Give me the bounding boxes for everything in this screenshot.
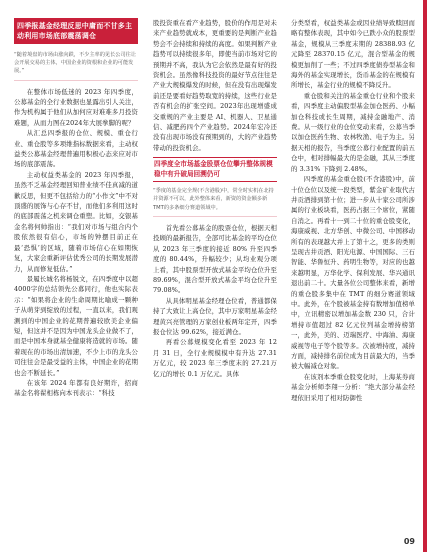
paragraph: 首先看公募基金的股票仓位，根据天相投顾的最新报告，全部可比基金的平均仓位从 2023 年三季度的接近 80% 升至四季度的 80.44%，升幅较少；从均业观分项上看，其中股票型开放式基金平均仓位升至 89.69%，混合型开放式基金平均仓位升至 79.08%。 <box>153 223 277 295</box>
pull-quote-1: “随着境盘的市场由涨向跌，不少主率的见长公司往让会开展交易的主体，中国企业的资根和企业的可能发展。” <box>14 49 138 81</box>
paragraph: 再看公募规模变化看至 2023 年 12 月 31 日，全行业规模模中有升达 27.31 万亿元，较 2023 年三季度末的 27.21万亿元的增长 0.1 万亿元。具体 <box>153 338 277 378</box>
paragraph: 重仓股和关注的基金重仓行业和个股来看，四季度主动偏股型基金加仓医药、小幅加仓科技或长生周期，减持金融地产、消费。从一级行业的仓位变动来看，公募当季以加仓医药生物、农林牧渔、电子为主。另据天相的报告，当季度公募行业配置的前五仓中，相对排幅最大的是金融，其从三季度的 3.31% 下降到 2.48%。 <box>291 91 415 173</box>
paragraph: 从具体明星基金经理仓位看，普通都保持了大致让上高仓位，其中万家明星基金经理黄兴亮管理的万家创业板两年定开，四季报仓位达 99.62%，接近满仓。 <box>153 296 277 336</box>
column-3 <box>291 18 415 403</box>
paragraph: 分类型看，权益类基金或因业绩导致赎回而略有整体表现，其中如今已跌小众的股票型基金，规模从三季度末期的 28388.93 亿元降至 28370.15 亿元，混合型基金的规模更加削了一些；不过四季度债券型基金和海外的基金实现增长，货币基金的在规模有所增长，基金行业的规模不降反升。 <box>291 19 415 90</box>
paragraph: 在该年 2024 年都有良好期许，招商基金名将翟相栋向本刊表示：“科技 <box>14 378 138 398</box>
column-2 <box>153 18 277 379</box>
paragraph: 主动权益类基金的 2023 年四季报，虽然不乏基金经理回知普业绩不佳真减的道歉反思，但更不包括给力的“小作文”中不对顶盛的展饰与心存不甘，而他们多利用这时的底部震荡之机来调仓重塑。比如，交银基金名将何帅指出：“我们对市场与组合内个股依然很有信心，市场的钟摆目前正在最‘恐惧’的区域，随着市场信心在如期恢复，大家会重新评估优秀公司的长期发展潜力，从而修复低估。” <box>14 170 138 273</box>
paragraph: 在整体市场低迷的 2023 年四季度，公募基金的全行业数据也显露出引人关注，作为机构属于他们从加何应对难难多月投资难题，从而力图在2024年大展拳脚的呢？ <box>14 87 138 127</box>
section-heading-1: 四季报基金经理反思中庸而不甘多主动利用市场底部震荡调仓 <box>14 18 138 44</box>
paragraph: 景履长城名将杨锐文，在四季度中以超4000字的总结领先公募同行，他也实际表示：“如果将企业的生命周期比喻成一颗种子从萌芽到绽放的过程，一直以来，我们观测到的中国企业的花期普遍较欧美企业偏短，但这并不是因为中国龙头企业做不了，而是中国本身就基全健康将造就的市场。随着现在的市场出清加速，不少上市的龙头公司往往会是最受益的主体，中国企业的花期也会不断延长。” <box>14 274 138 377</box>
edge-accent-bar <box>423 0 427 552</box>
paragraph: 四季度的基金重仓股(不含港股)中，前十位仓位以及统一段类型，紫金矿业取代古井贡酒排到第十位；进一步从十家公司所涉属的行业板块看，医药占据三个席位，紧随自消之。再看十一到二十位的重仓股变化，海康威视、北方华创、中微公司、中国移动所有的表现越大并上了第十之，更多的类则呈现古井贡酒、阳光电源、中国国际、三石智能、华鲁恒升、药明生物等，对应的也越来越明显，万华化学、保利发展、华兴通讯退出前二十。大量各位公司整体来看，新增的重仓股多集中在 TMT 的细分赛道领域中。此外，在个股被基金持有数增加值榜单中，立讯精密以增加基金数 230 只，合计增持市值超过 82 亿元位列基金增持榜第一，此外，美的、迈瑞医疗、中海油、海康威视等电子等个股等多。次被增持度，减持方面，减持排名前位成为目前最大的，当季被大幅减仓对象。 <box>291 175 415 371</box>
pull-quote-2: “季度的基金完全规(不含港股)中，常全时实机在北持并资源不可以，此外整体来看，新资的资金额多新TMT的多条细分赛道领域中。 <box>153 185 277 217</box>
paragraph: 从汇总四季报的仓位、规模、重仓行业、重仓股等多项维指标数据来看，主动权益类公募基金经理普遍用积极心态来应对市场的底部震荡。 <box>14 129 138 169</box>
paragraph: 股投资重在看产业趋势，股价的作用是对未来产业趋势就成本，更重要的是判断产业趋势会不会持续和持续的高度。如果判断产业趋势可以持续很多年，即使当前市场对它的预期并不高，我认为它会依然是最有好的投资机会。虽然像科技投资的最好节点往往是产业大规模爆发的时候，但在没有出现爆发前还是要看好趋势取宽的持续，这些行业是否有机会的扩张空间。2023年出现增盛成交重规的产业主要是 AI、机器人、卫星通信、减肥药四个产业趋势。2024年宏冷还没有出现市场没有预期到的，大的产业趋势带动的投资机会。 <box>153 19 277 152</box>
paragraph: 在该剂本季重仓股变化时，上海某券商基金分析师李翔一分析：“绝大部分基金经理依旧采用了相对防御性 <box>291 372 415 402</box>
section-heading-2: 四季度全市场基金股票仓位攀升整体规模稳中有升破局回溯仍可 <box>153 157 277 182</box>
page-number: 09 <box>403 537 415 546</box>
column-1 <box>14 18 138 399</box>
